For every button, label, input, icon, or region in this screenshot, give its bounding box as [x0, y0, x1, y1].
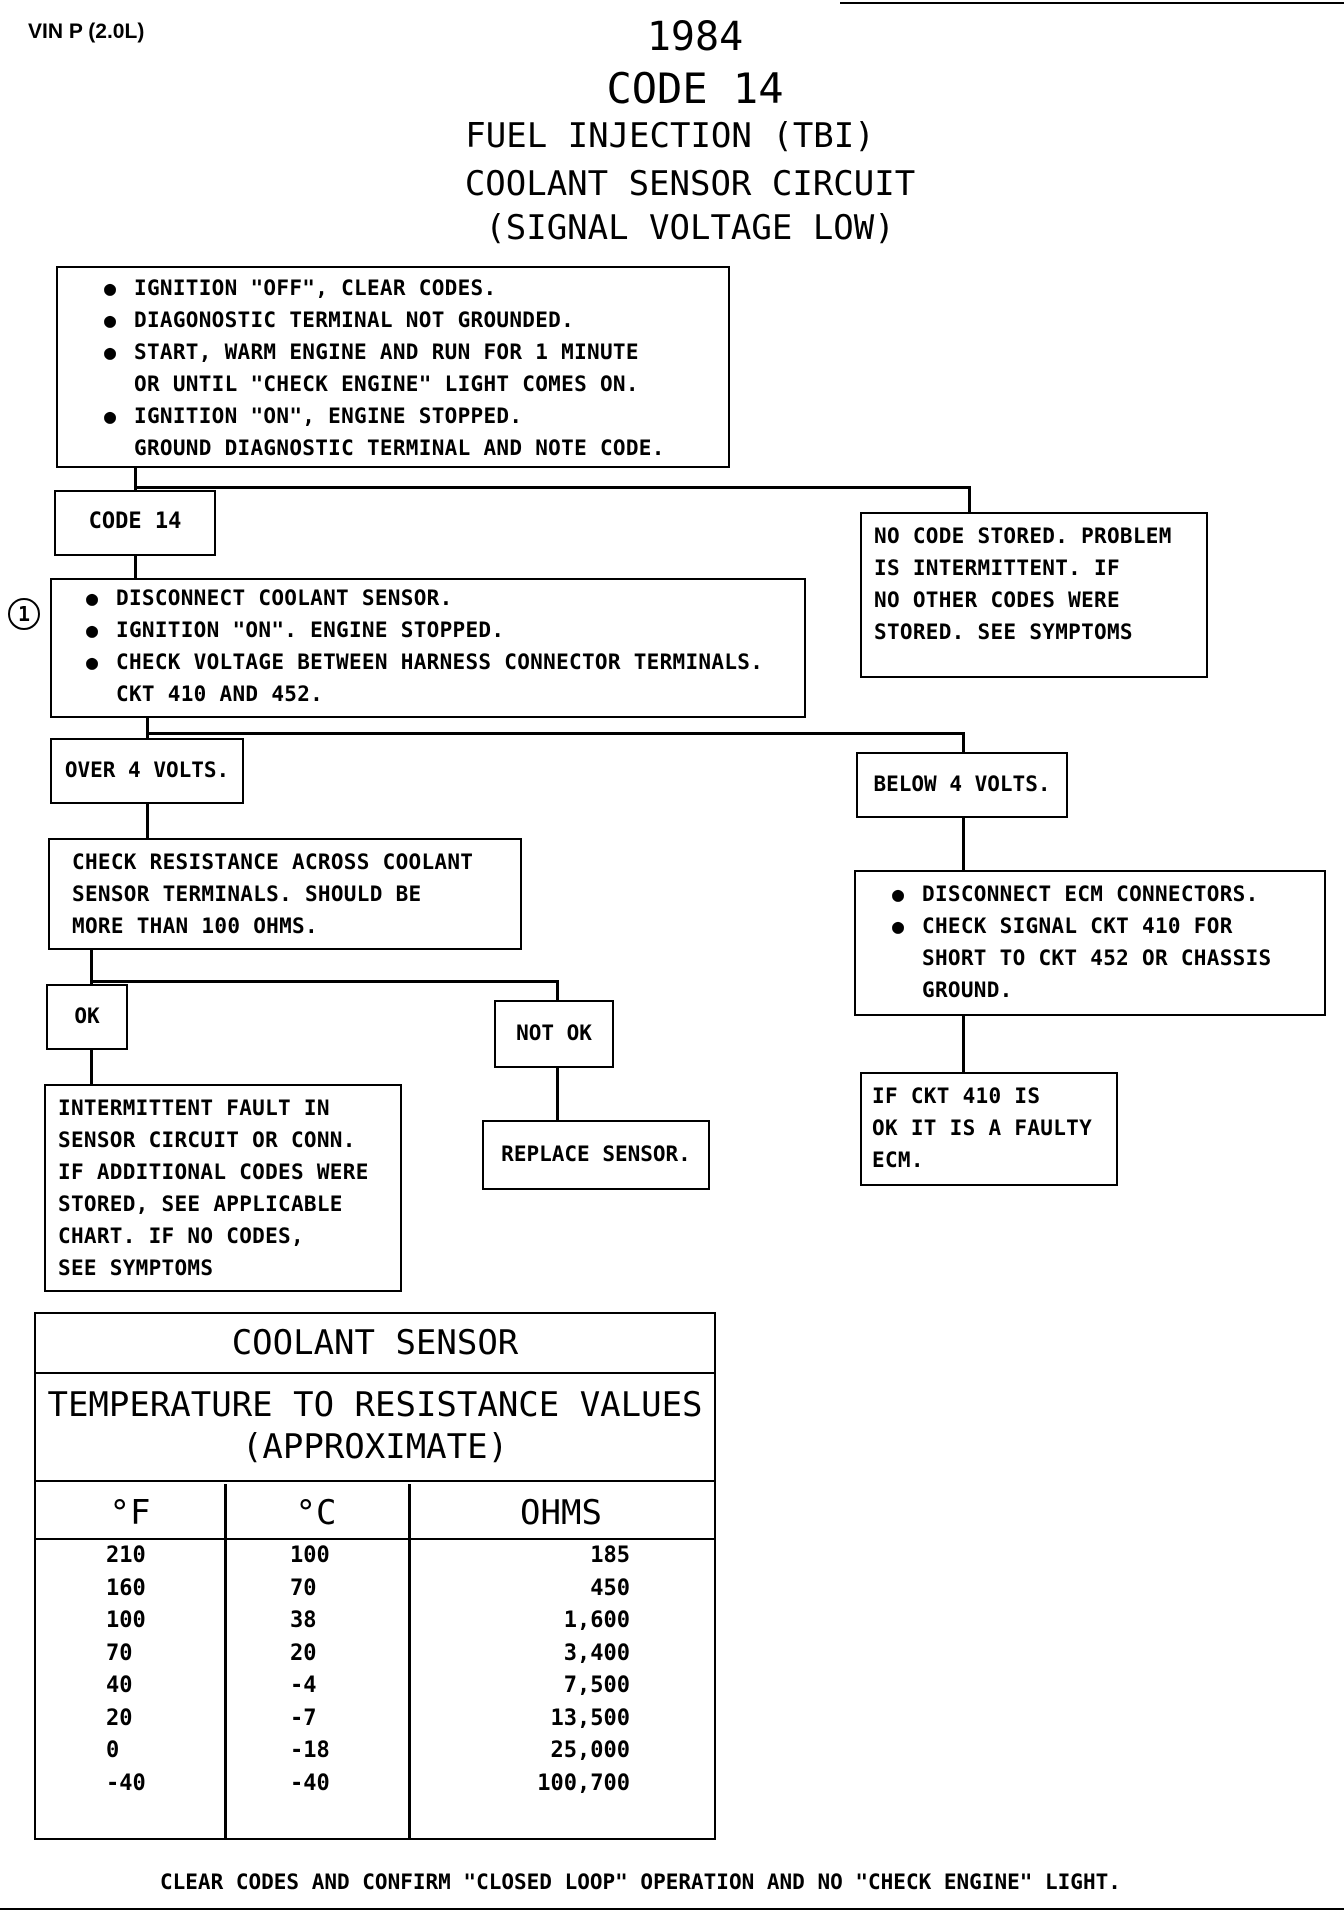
connector: [962, 732, 965, 754]
table-subtitle-line1: TEMPERATURE TO RESISTANCE VALUES: [47, 1385, 703, 1425]
bullet-step: ● CHECK SIGNAL CKT 410 FOR: [888, 910, 1316, 942]
cell-ohms: 25,000: [550, 1738, 630, 1763]
text-line: SEE SYMPTOMS: [58, 1256, 214, 1280]
cell-celsius: -18: [290, 1738, 330, 1763]
step-continuation: GROUND DIAGNOSTIC TERMINAL AND NOTE CODE.: [134, 436, 665, 460]
over-4-volts-box: OVER 4 VOLTS.: [50, 738, 244, 804]
connector: [90, 948, 93, 984]
no-code-stored-box: [860, 512, 1208, 678]
check-resistance-text: [72, 846, 512, 942]
footer-instruction: CLEAR CODES AND CONFIRM "CLOSED LOOP" OPERATION AND NO "CHECK ENGINE" LIGHT.: [160, 1870, 1121, 1894]
connector: [146, 716, 149, 740]
connector: [146, 802, 149, 838]
text-line: IF ADDITIONAL CODES WERE: [58, 1160, 369, 1184]
bullet-step: ● DIAGONOSTIC TERMINAL NOT GROUNDED.: [100, 304, 718, 336]
cell-ohms: 450: [590, 1575, 630, 1601]
cell-celsius: 70: [290, 1575, 317, 1601]
cell-celsius: 20: [290, 1640, 317, 1666]
cell-fahrenheit: 100: [106, 1608, 146, 1633]
cell-fahrenheit: 0: [106, 1738, 120, 1763]
cell-ohms: 7,500: [563, 1673, 630, 1698]
ecm-check-list: [888, 878, 1316, 1006]
connector: [146, 732, 964, 735]
step-marker-1: [8, 598, 40, 630]
step-marker-number: 1: [17, 602, 31, 626]
text-line: STORED, SEE APPLICABLE: [58, 1192, 343, 1216]
disconnect-sensor-box: [50, 578, 806, 718]
chart-code: CODE 14: [606, 64, 784, 113]
col-header-c: °C: [295, 1493, 337, 1533]
cell-fahrenheit: 160: [106, 1575, 146, 1601]
initial-steps-box: [56, 266, 730, 468]
cell-celsius: -40: [290, 1770, 330, 1796]
chart-year: 1984: [646, 14, 744, 60]
resistance-table: [34, 1312, 716, 1840]
cell-celsius: -4: [290, 1673, 317, 1698]
replace-sensor-box: REPLACE SENSOR.: [482, 1120, 710, 1190]
bullet-step: ● IGNITION "ON", ENGINE STOPPED.: [100, 400, 718, 432]
ok-box: OK: [46, 984, 128, 1050]
connector: [556, 1066, 559, 1120]
connector: [962, 816, 965, 870]
bullet-step: ● DISCONNECT ECM CONNECTORS.: [888, 878, 1316, 910]
disconnect-steps-list: [82, 582, 796, 710]
chart-system: FUEL INJECTION (TBI): [465, 116, 875, 156]
cell-fahrenheit: 210: [106, 1543, 146, 1568]
cell-ohms: 100,700: [537, 1770, 630, 1796]
bottom-rule: [0, 1908, 1344, 1910]
initial-steps-list: [100, 272, 718, 464]
col-header-f: °F: [109, 1493, 151, 1533]
vin-label: VIN P (2.0L): [28, 20, 145, 43]
cell-ohms: 185: [590, 1543, 630, 1568]
table-row: [36, 1638, 714, 1671]
table-title: COOLANT SENSOR: [36, 1314, 714, 1374]
below-4-volts-box: BELOW 4 VOLTS.: [856, 752, 1068, 818]
cell-ohms: 1,600: [563, 1608, 630, 1633]
cell-fahrenheit: -40: [106, 1770, 146, 1796]
step-continuation: GROUND.: [922, 978, 1013, 1002]
text-line: NO CODE STORED. PROBLEM: [874, 524, 1172, 548]
cell-ohms: 13,500: [550, 1705, 630, 1731]
chart-condition: (SIGNAL VOLTAGE LOW): [485, 208, 895, 248]
text-line: STORED. SEE SYMPTOMS: [874, 620, 1133, 644]
connector: [968, 486, 971, 512]
table-row: [36, 1735, 714, 1768]
table-row: [36, 1703, 714, 1736]
table-row: [36, 1670, 714, 1703]
text-line: IF CKT 410 IS: [872, 1084, 1041, 1108]
step-continuation: OR UNTIL "CHECK ENGINE" LIGHT COMES ON.: [134, 372, 639, 396]
connector: [962, 1014, 965, 1074]
text-line: ECM.: [872, 1148, 924, 1172]
connector: [90, 980, 558, 983]
not-ok-box: NOT OK: [494, 1000, 614, 1068]
table-body: [36, 1540, 714, 1800]
top-rule: [840, 2, 1344, 4]
intermittent-fault-text: [58, 1092, 392, 1284]
connector: [134, 486, 970, 489]
col-header-ohms: OHMS: [520, 1493, 602, 1533]
table-row: [36, 1573, 714, 1606]
check-resistance-box: [48, 838, 522, 950]
intermittent-fault-box: [44, 1084, 402, 1292]
cell-fahrenheit: 40: [106, 1673, 133, 1698]
chart-circuit: COOLANT SENSOR CIRCUIT: [464, 164, 916, 204]
text-line: CHECK RESISTANCE ACROSS COOLANT: [72, 850, 474, 874]
ecm-check-box: [854, 870, 1326, 1016]
step-continuation: SHORT TO CKT 452 OR CHASSIS: [922, 946, 1272, 970]
cell-celsius: 100: [290, 1543, 330, 1568]
table-row: [36, 1605, 714, 1638]
cell-ohms: 3,400: [563, 1640, 630, 1666]
text-line: CHART. IF NO CODES,: [58, 1224, 304, 1248]
bullet-step: ● CHECK VOLTAGE BETWEEN HARNESS CONNECTOR TERMINALS.: [82, 646, 796, 678]
table-column-headers: [36, 1488, 714, 1540]
table-subtitle: [36, 1374, 714, 1482]
cell-celsius: -7: [290, 1705, 317, 1731]
connector: [556, 980, 559, 1002]
no-code-stored-text: [874, 520, 1196, 648]
text-line: SENSOR TERMINALS. SHOULD BE: [72, 882, 422, 906]
cell-celsius: 38: [290, 1608, 317, 1633]
table-subtitle-line2: (APPROXIMATE): [241, 1427, 509, 1467]
step-continuation: CKT 410 AND 452.: [116, 682, 324, 706]
connector: [134, 554, 137, 578]
bullet-step: ● IGNITION "ON". ENGINE STOPPED.: [82, 614, 796, 646]
table-row: [36, 1768, 714, 1801]
bullet-step: ● DISCONNECT COOLANT SENSOR.: [82, 582, 796, 614]
faulty-ecm-box: [860, 1072, 1118, 1186]
bullet-step: ● START, WARM ENGINE AND RUN FOR 1 MINUTE: [100, 336, 718, 368]
text-line: MORE THAN 100 OHMS.: [72, 914, 318, 938]
faulty-ecm-text: [872, 1080, 1108, 1176]
text-line: NO OTHER CODES WERE: [874, 588, 1120, 612]
text-line: INTERMITTENT FAULT IN: [58, 1096, 330, 1120]
text-line: IS INTERMITTENT. IF: [874, 556, 1120, 580]
text-line: SENSOR CIRCUIT OR CONN.: [58, 1128, 356, 1152]
connector: [90, 1048, 93, 1086]
cell-fahrenheit: 70: [106, 1640, 133, 1666]
text-line: OK IT IS A FAULTY: [872, 1116, 1093, 1140]
bullet-step: ● IGNITION "OFF", CLEAR CODES.: [100, 272, 718, 304]
table-row: [36, 1540, 714, 1573]
code-14-box: CODE 14: [54, 490, 216, 556]
cell-fahrenheit: 20: [106, 1705, 133, 1731]
